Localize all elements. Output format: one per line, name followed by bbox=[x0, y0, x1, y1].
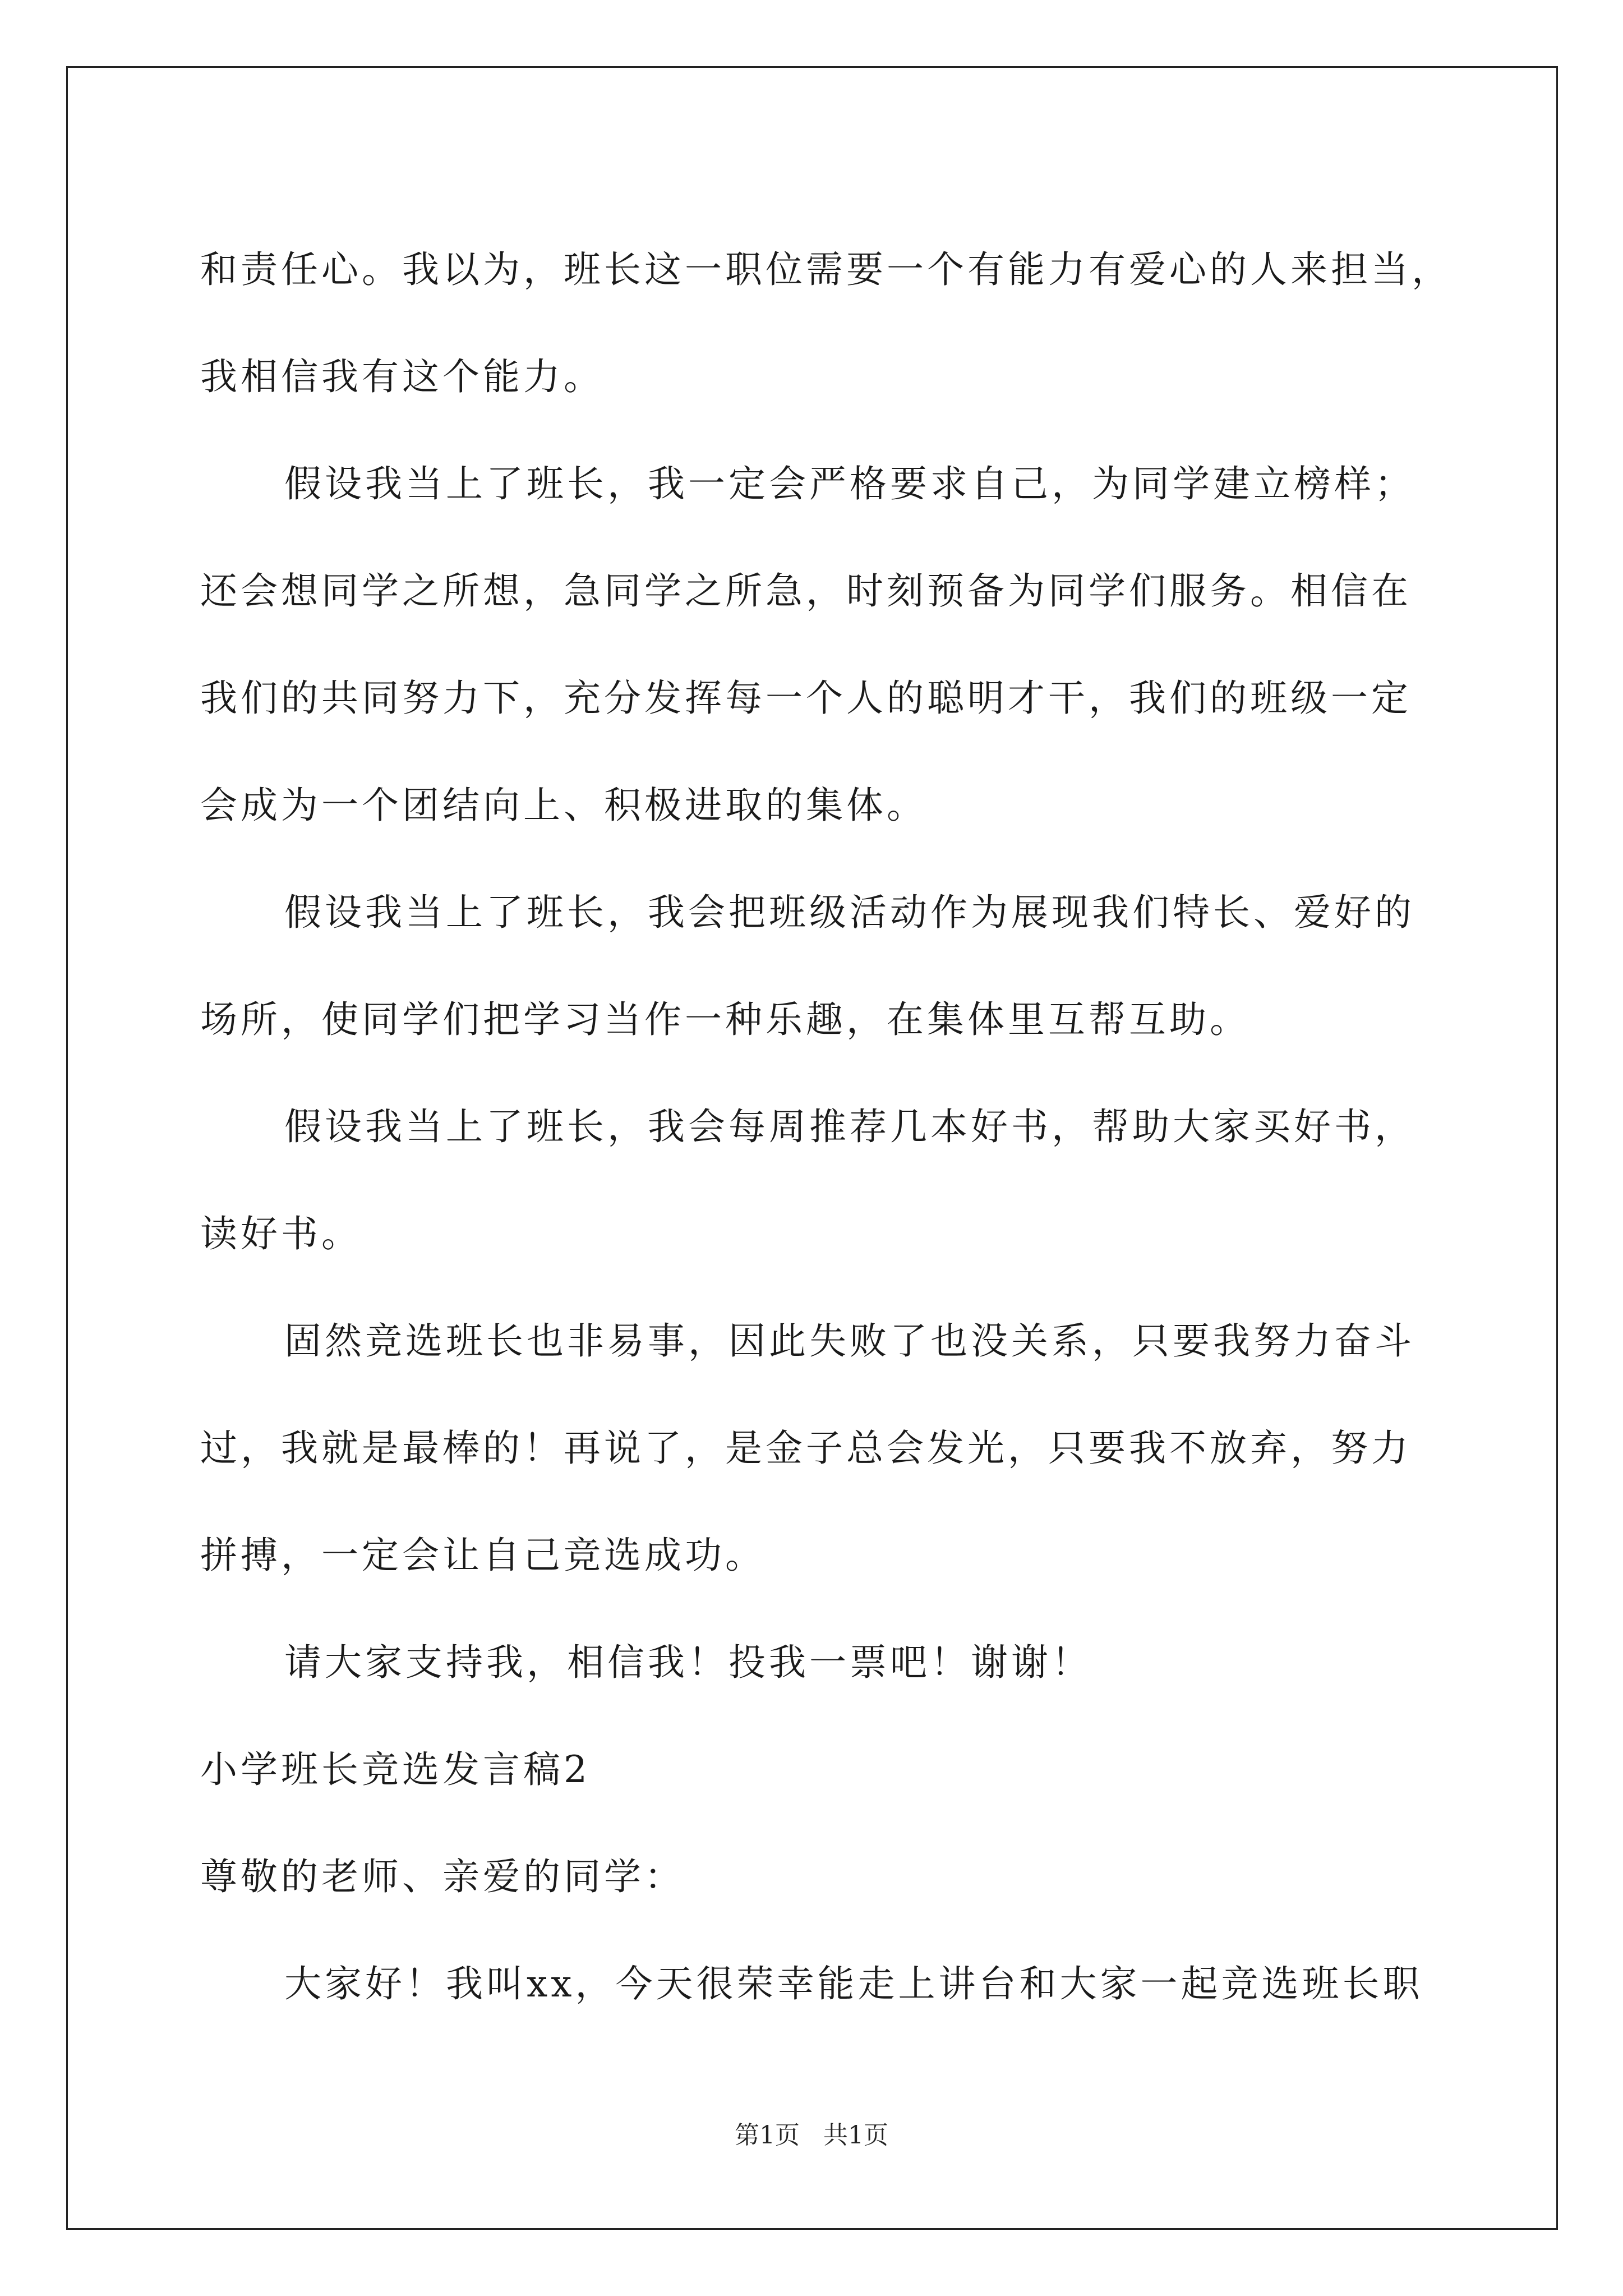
text-line-12: 过，我就是最棒的！再说了，是金子总会发光，只要我不放弃，努力 bbox=[200, 1427, 1412, 1470]
text-line-10: 读好书。 bbox=[200, 1212, 362, 1255]
text-line-7: 假设我当上了班长，我会把班级活动作为展现我们特长、爱好的 bbox=[284, 891, 1415, 934]
section-heading: 小学班长竞选发言稿2 bbox=[200, 1748, 591, 1791]
page-footer: 第1页 共1页 bbox=[735, 2121, 888, 2150]
document-body bbox=[200, 216, 1456, 2037]
text-line-4: 还会想同学之所想，急同学之所急，时刻预备为同学们服务。相信在 bbox=[200, 569, 1412, 613]
text-line-13: 拼搏，一定会让自己竞选成功。 bbox=[200, 1534, 766, 1577]
text-line-5: 我们的共同努力下，充分发挥每一个人的聪明才干，我们的班级一定 bbox=[200, 677, 1412, 720]
text-line-11: 固然竞选班长也非易事，因此失败了也没关系，只要我努力奋斗 bbox=[284, 1319, 1415, 1363]
text-line-17: 大家好！我叫xx，今天很荣幸能走上讲台和大家一起竞选班长职 bbox=[284, 1962, 1423, 2005]
text-line-8: 场所，使同学们把学习当作一种乐趣，在集体里互帮互助。 bbox=[200, 998, 1250, 1041]
text-line-14: 请大家支持我，相信我！投我一票吧！谢谢！ bbox=[284, 1641, 1092, 1684]
text-line-2: 我相信我有这个能力。 bbox=[200, 355, 604, 398]
salutation: 尊敬的老师、亲爱的同学： bbox=[200, 1855, 685, 1898]
text-line-3: 假设我当上了班长，我一定会严格要求自己，为同学建立榜样； bbox=[284, 462, 1415, 505]
text-line-9: 假设我当上了班长，我会每周推荐几本好书，帮助大家买好书， bbox=[284, 1105, 1415, 1148]
text-line-6: 会成为一个团结向上、积极进取的集体。 bbox=[200, 784, 927, 827]
text-line-1: 和责任心。我以为，班长这一职位需要一个有能力有爱心的人来担当， bbox=[200, 248, 1452, 291]
